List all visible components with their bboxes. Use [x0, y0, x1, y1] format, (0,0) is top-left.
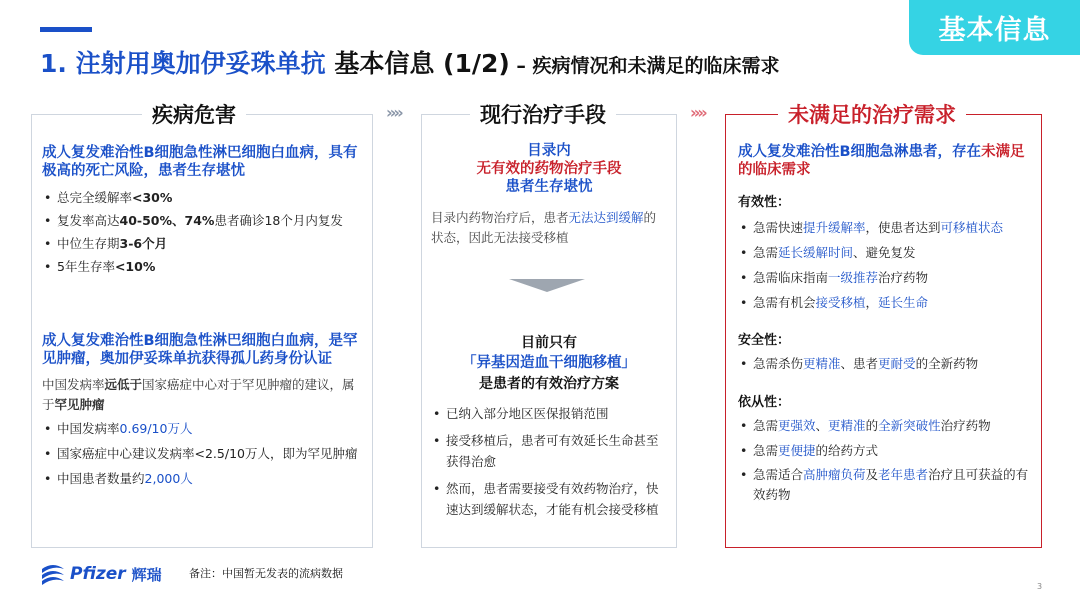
list-item: • 5年生存率<10% [42, 255, 364, 278]
list-item: • 国家癌症中心建议发病率<2.5/10万人，即为罕见肿瘤 [42, 444, 364, 463]
list-item: • 中国发病率0.69/10万人 [42, 419, 364, 438]
disease-block-1-heading: 成人复发难治性B细胞急性淋巴细胞白血病，具有极高的死亡风险，患者生存堪忧 [42, 145, 358, 179]
list-item: • 急需适合高肿瘤负荷及老年患者治疗且可获益的有效药物 [738, 465, 1034, 505]
efficacy-title: 有效性： [738, 195, 791, 210]
section-badge: 基本信息 [909, 0, 1080, 55]
list-item: • 急需更强效、更精准的全新突破性治疗药物 [738, 415, 1034, 437]
pfizer-logo-icon [40, 563, 66, 585]
title-accent-bar [40, 27, 92, 32]
list-item: • 总完全缓解率<30% [42, 186, 364, 209]
safety-list [738, 353, 1034, 375]
treatment-list [431, 403, 667, 520]
unmet-needs-heading: 成人复发难治性B细胞急淋患者，存在未满足的临床需求 [738, 144, 1025, 178]
unmet-needs-content [738, 143, 1034, 505]
disease-block-2-paragraph: 中国发病率远低于国家癌症中心对于罕见肿瘤的建议，属于罕见肿瘤 [42, 377, 355, 412]
unmet-needs-header: 未满足的治疗需求 [778, 99, 966, 129]
page-title [40, 44, 780, 80]
compliance-title: 依从性： [738, 395, 791, 410]
disease-block-2-heading: 成人复发难治性B细胞急性淋巴细胞白血病，是罕见肿瘤，奥加伊妥珠单抗获得孤儿药身份认证 [42, 333, 358, 367]
down-arrow-icon [509, 279, 585, 292]
disease-block-1 [42, 144, 364, 278]
page-number: 3 [1037, 582, 1043, 591]
disease-block-2 [42, 332, 364, 488]
efficacy-list [738, 215, 1034, 315]
disease-block-1-list [42, 186, 364, 278]
title-drug: 1. 注射用奥加伊妥珠单抗 [40, 49, 326, 78]
list-item: • 复发率高达40-50%、74%患者确诊18个月内复发 [42, 209, 364, 232]
treatment-heading-2: 目前只有 「异基因造血干细胞移植」 是患者的有效治疗方案 [462, 335, 636, 392]
logo-text-cn: 辉瑞 [131, 565, 162, 584]
list-item: • 急需杀伤更精准、患者更耐受的全新药物 [738, 353, 1034, 375]
list-item: • 中位生存期3-6个月 [42, 232, 364, 255]
chevron-right-icon: »» [386, 103, 401, 122]
current-treatment-header: 现行治疗手段 [470, 99, 616, 129]
treatment-block-1 [431, 142, 667, 248]
title-subtitle: – 疾病情况和未满足的临床需求 [509, 55, 780, 77]
logo-text-en: Pfizer [70, 564, 126, 584]
treatment-paragraph: 目录内药物治疗后，患者无法达到缓解的状态，因此无法接受移植 [431, 210, 657, 245]
list-item: • 已纳入部分地区医保报销范围 [431, 403, 667, 424]
list-item: • 急需更便捷的给药方式 [738, 440, 1034, 462]
treatment-heading-1: 目录内 无有效的药物治疗手段 患者生存堪忧 [476, 143, 622, 195]
chevron-right-icon: »» [690, 103, 705, 122]
list-item: • 然而，患者需要接受有效药物治疗，快速达到缓解状态，才能有机会接受移植 [431, 478, 667, 520]
treatment-block-2 [431, 333, 667, 520]
list-item: • 中国患者数量约2,000人 [42, 469, 364, 488]
list-item: • 急需快速提升缓解率，使患者达到可移植状态 [738, 215, 1034, 240]
list-item: • 接受移植后，患者可有效延长生命甚至获得治愈 [431, 430, 667, 472]
list-item: • 急需有机会接受移植，延长生命 [738, 290, 1034, 315]
pfizer-logo [40, 563, 162, 585]
compliance-list [738, 415, 1034, 505]
list-item: • 急需延长缓解时间、避免复发 [738, 240, 1034, 265]
list-item: • 急需临床指南一级推荐治疗药物 [738, 265, 1034, 290]
disease-block-2-list [42, 419, 364, 488]
footnote: 备注：中国暂无发表的流病数据 [189, 567, 343, 580]
safety-title: 安全性： [738, 333, 791, 348]
title-section: 基本信息 (1/2) [325, 49, 510, 78]
disease-burden-header: 疾病危害 [142, 99, 246, 129]
